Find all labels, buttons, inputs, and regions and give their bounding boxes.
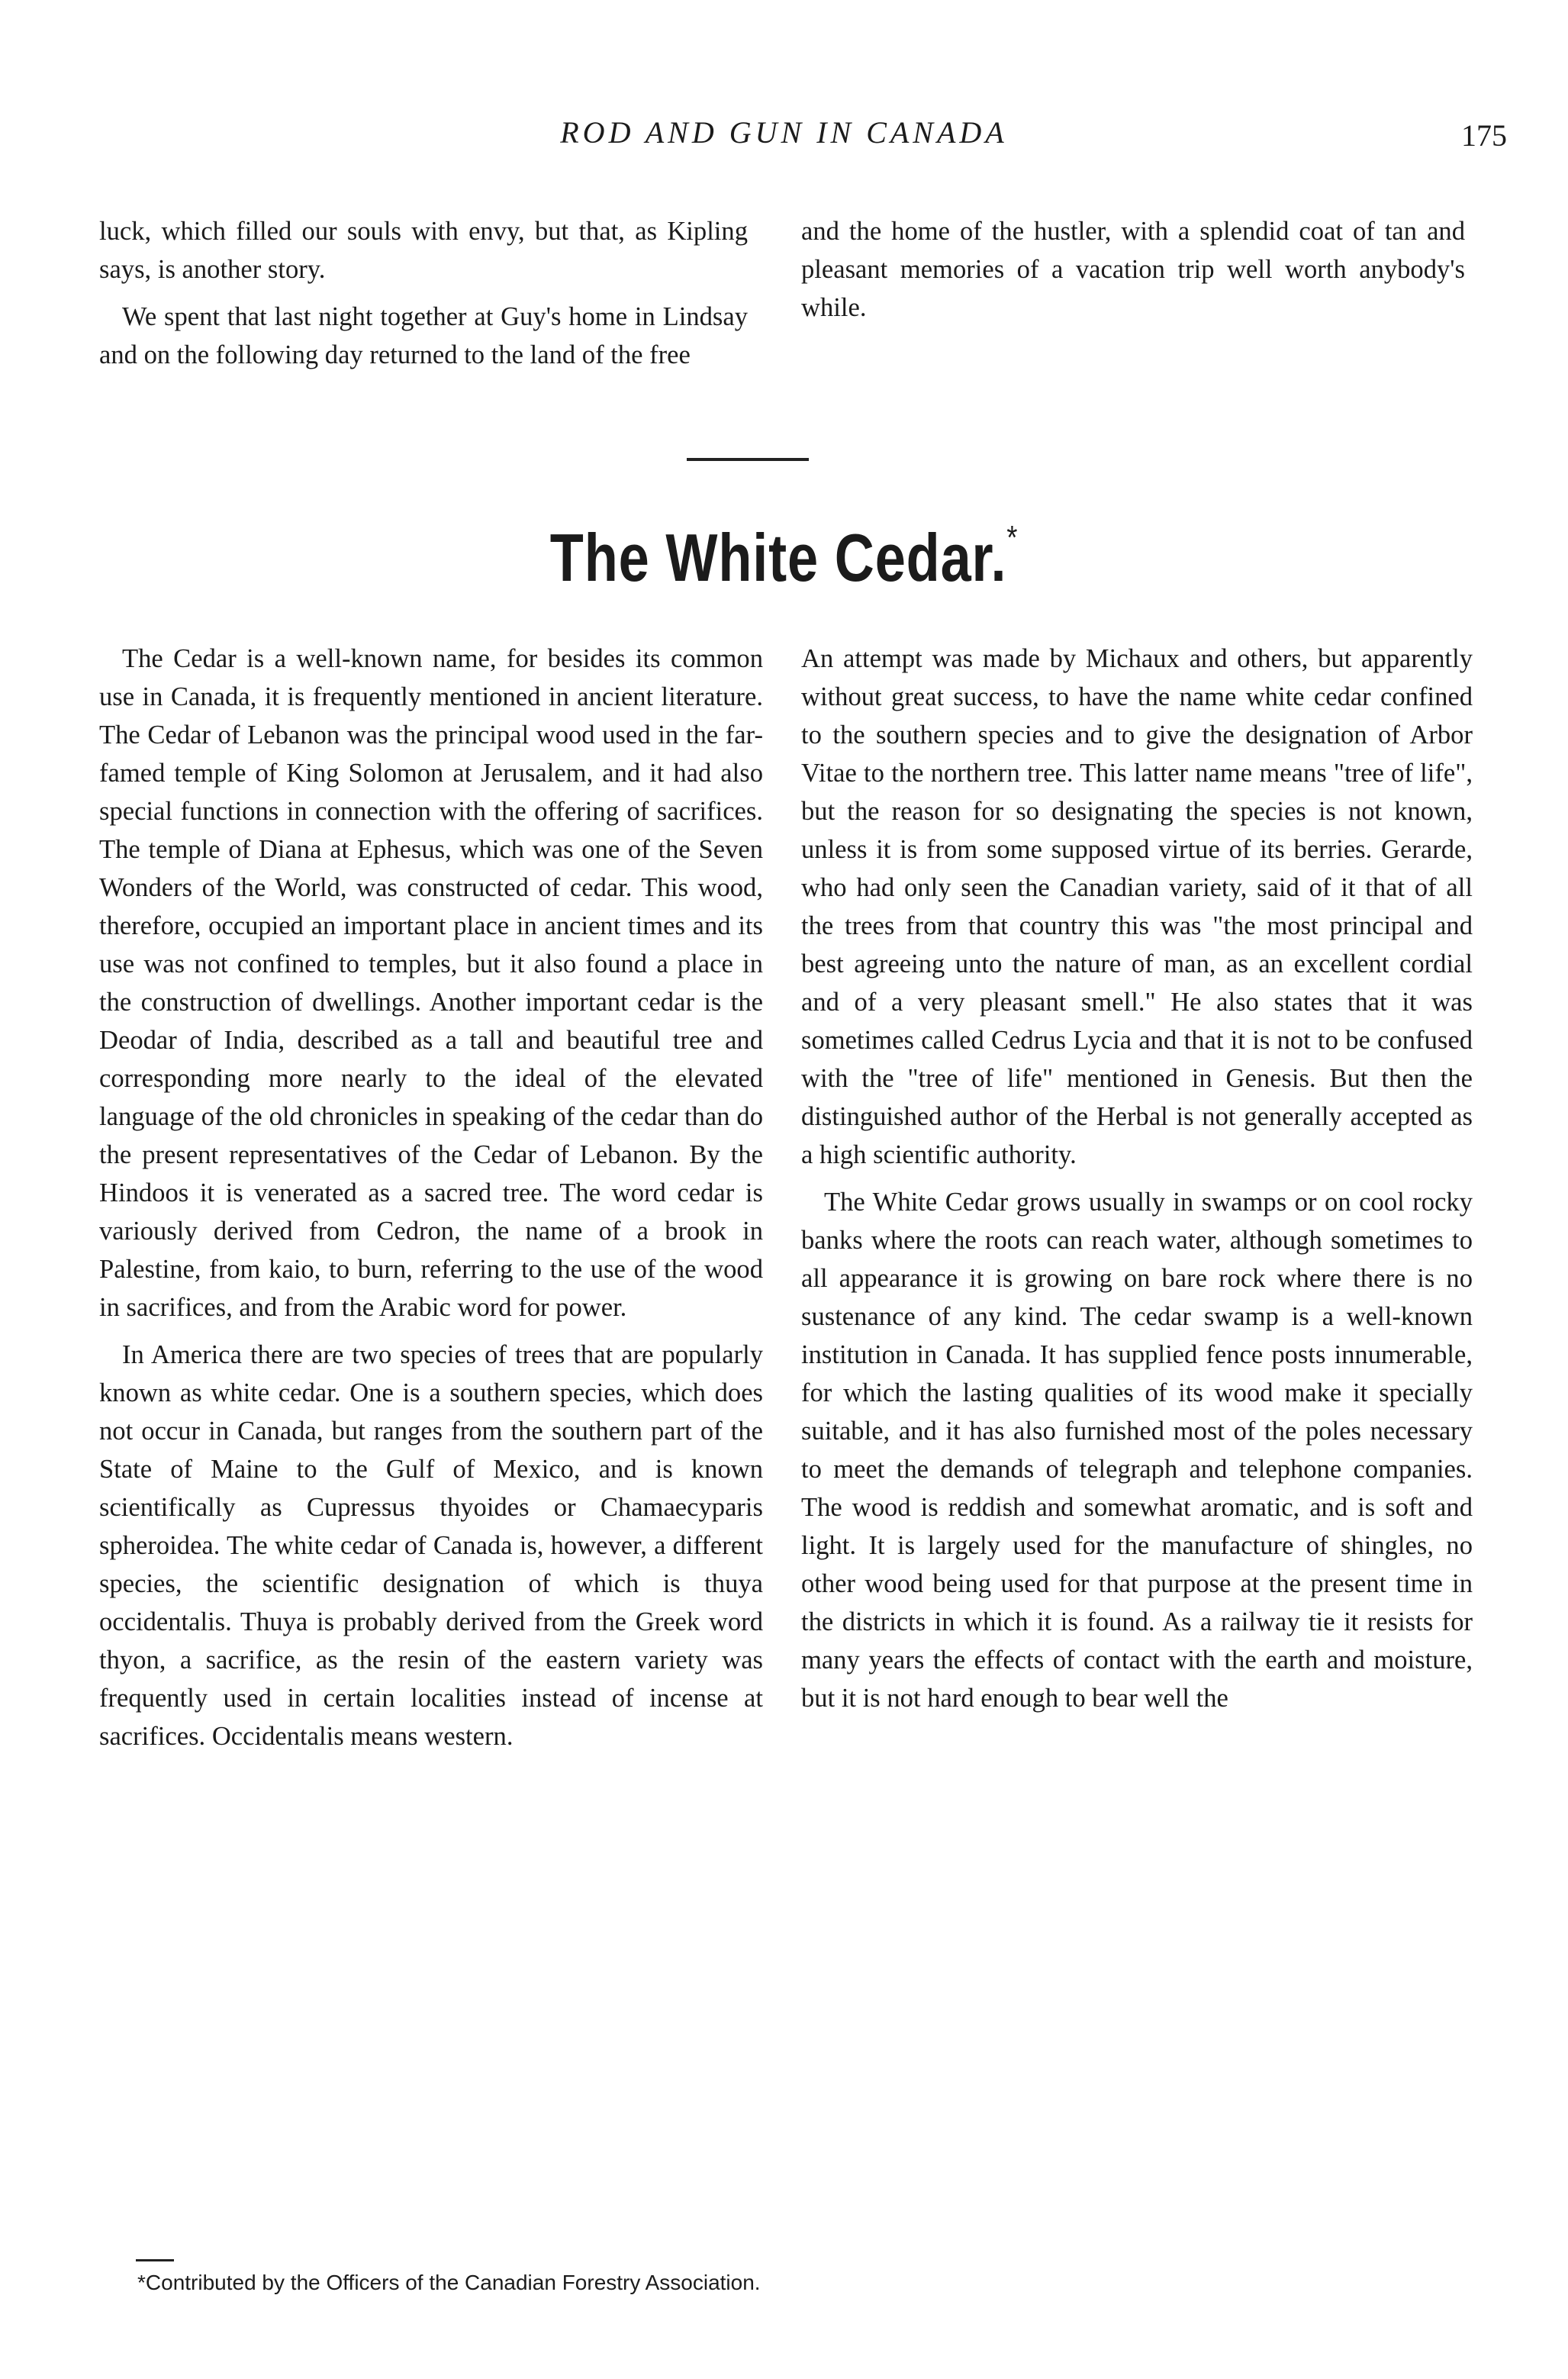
previous-article-right-column xyxy=(801,212,1465,327)
article-title xyxy=(141,519,1427,597)
running-head xyxy=(0,114,1568,168)
article-paragraph: In America there are two species of trees that are popularly known as white cedar. One is a southern species, which does not occur in Canada, but ranges from the southern part of the State of Maine to the Gulf of Mexico, and is known scientifically as Cupressus thyoides or Chamaecyparis spheroidea. The white cedar of Canada is, however, a different species, the scientific designation of which is thuya occidentalis. Thuya is probably derived from the Greek word thyon, a sacrifice, as the resin of the eastern variety was frequently used in certain localities instead of incense at sacrifices. Occidentalis means western. xyxy=(99,1340,763,1751)
article-paragraph: The White Cedar grows usually in swamps or on cool rocky banks where the roots can reach water, although sometimes to all appearance it is growing on bare rock where there is no sustenance of any kind. The cedar swamp is a well-known institution in Canada. It has supplied fence posts innumerable, for which the lasting qualities of its wood make it specially suitable, and it has also furnished most of the poles necessary to meet the demands of telegraph and telephone companies. The wood is reddish and somewhat aromatic, and is soft and light. It is largely used for the manufacture of shingles, no other wood being used for that purpose at the present time in the districts in which it is found. As a railway tie it resists for many years the effects of contact with the earth and moisture, but it is not hard enough to bear well the xyxy=(801,1188,1473,1713)
footnote: *Contributed by the Officers of the Canadian Forestry Association. xyxy=(137,2271,761,2294)
article-paragraph: An attempt was made by Michaux and others, but apparently without great success, to have the name white cedar confined to the southern species and to give the designation of Arbor Vitae to the northern tree. This latter name means "tree of life", but the reason for so designating the species is not known, unless it is from some supposed virtue of its berries. Gerarde, who had only seen the Canadian variety, said of it that of all the trees from that country this was "the most principal and best agreeing unto the nature of man, as an excellent cordial and of a very pleasant smell." He also states that it was sometimes called Cedrus Lycia and that it is not to be confused with the "tree of life" mentioned in Genesis. But then the distinguished author of the Herbal is not generally accepted as a high scientific authority. xyxy=(801,644,1473,1169)
section-divider xyxy=(687,458,809,461)
article-right-column xyxy=(801,640,1473,1717)
footnote-mark: * xyxy=(1006,519,1019,556)
previous-article-paragraph: We spent that last night together at Guy's home in Lindsay and on the following day returned to the land of the free xyxy=(99,302,748,369)
magazine-title: ROD AND GUN IN CANADA xyxy=(560,115,1008,150)
article-title-text: The White Cedar. xyxy=(549,520,1007,595)
page-number: 175 xyxy=(1461,118,1507,153)
article-paragraph: The Cedar is a well-known name, for besides its common use in Canada, it is frequently mentioned in ancient literature. The Cedar of Lebanon was the principal wood used in the far-famed temple of King Solomon at Jerusalem, and it had also special functions in connection with the offering of sacrifices. The temple of Diana at Ephesus, which was one of the Seven Wonders of the World, was constructed of cedar. This wood, therefore, occupied an important place in ancient times and its use was not confined to temples, but it also found a place in the construction of dwellings. Another important cedar is the Deodar of India, described as a tall and beautiful tree and corresponding more nearly to the ideal of the elevated language of the old chronicles in speaking of the cedar than do the present representatives of the Cedar of Lebanon. By the Hindoos it is venerated as a sacred tree. The word cedar is variously derived from Cedron, the name of a brook in Palestine, from kaio, to burn, referring to the use of the wood in sacrifices, and from the Arabic word for power. xyxy=(99,644,763,1322)
footnote-divider xyxy=(136,2259,174,2261)
article-left-column xyxy=(99,640,763,1755)
previous-article-left-column xyxy=(99,212,748,374)
previous-article-paragraph: luck, which filled our souls with envy, but that, as Kipling says, is another story. xyxy=(99,217,748,284)
previous-article-paragraph: and the home of the hustler, with a splendid coat of tan and pleasant memories of a vacation trip well worth anybody's while. xyxy=(801,217,1465,322)
